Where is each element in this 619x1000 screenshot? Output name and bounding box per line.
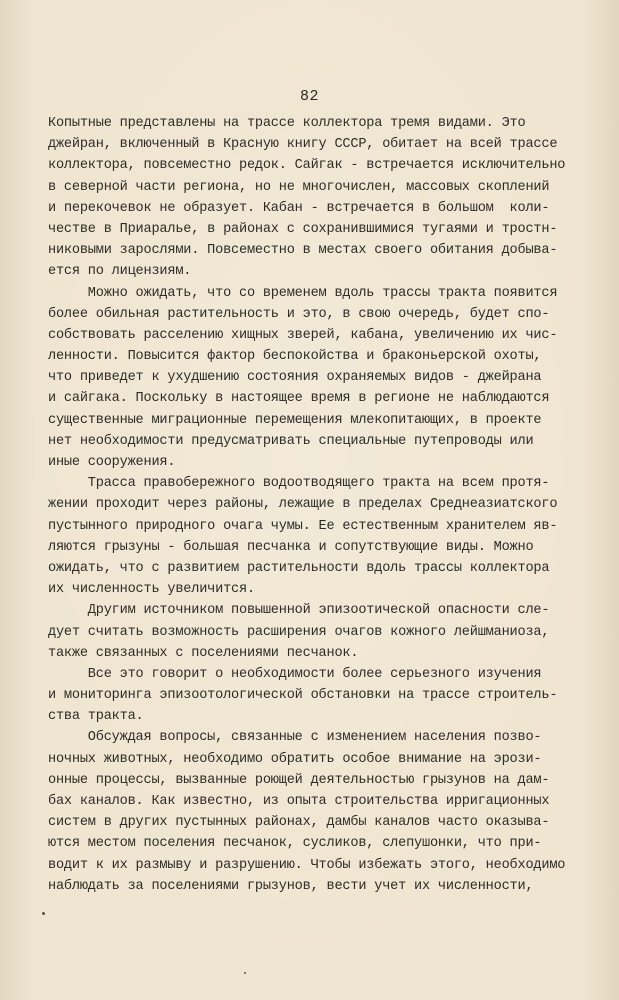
- text-line: ется по лицензиям.: [48, 264, 192, 280]
- text-line: онные процессы, вызванные роющей деятельностью грызунов на дам-: [48, 772, 550, 788]
- text-line: в северной части региона, но не многочислен, массовых скоплений: [48, 179, 550, 195]
- text-line: Обсуждая вопросы, связанные с изменением населения позво-: [48, 730, 542, 746]
- text-line: также связанных с поселениями песчанок.: [48, 645, 359, 661]
- text-line: более обильная растительность и это, в свою очередь, будет спо-: [48, 306, 550, 322]
- text-line: собствовать расселению хищных зверей, кабана, увеличению их чис-: [48, 327, 558, 343]
- text-line: ожидать, что с развитием растительности вдоль трассы коллектора: [48, 560, 550, 576]
- text-line: ются местом поселения песчанок, сусликов, слепушонки, что при-: [48, 836, 542, 852]
- text-line: джейран, включенный в Красную книгу СССР, обитает на всей трассе: [48, 137, 558, 153]
- text-line: наблюдать за поселениями грызунов, вести учет их численности,: [48, 878, 534, 894]
- paper-speck: [244, 972, 246, 974]
- text-line: бах каналов. Как известно, из опыта строительства ирригационных: [48, 794, 550, 809]
- text-line: и перекочевок не образует. Кабан - встречается в большом коли-: [48, 200, 550, 216]
- text-line: Трасса правобережного водоотводящего тракта на всем протя-: [48, 476, 550, 492]
- text-line: что приведет к ухудшению состояния охраняемых видов - джейрана: [48, 370, 542, 386]
- text-line: иные сооружения.: [48, 455, 176, 470]
- text-line: и мониторинга эпизоотологической обстановки на трассе строитель-: [48, 688, 558, 704]
- text-line: водит к их размыву и разрушению. Чтобы избежать этого, необходимо: [48, 857, 566, 873]
- text-line: их численность увеличится.: [48, 582, 255, 598]
- body-text: [48, 113, 608, 897]
- text-line: жении проходит через районы, лежащие в пределах Среднеазиатского: [48, 497, 558, 513]
- text-line: Другим источником повышенной эпизоотической опасности сле-: [48, 603, 550, 619]
- page-number: 82: [299, 88, 319, 105]
- text-line: честве в Приаралье, в районах с сохранившимися тугаями и тростн-: [48, 221, 558, 237]
- text-line: Копытные представлены на трассе коллектора тремя видами. Это: [48, 116, 526, 131]
- text-line: пустынного природного очага чумы. Ее естественным хранителем яв-: [48, 518, 558, 534]
- text-line: Можно ожидать, что со временем вдоль трассы тракта появится: [48, 285, 558, 301]
- text-line: существенные миграционные перемещения млекопитающих, в проекте: [48, 412, 542, 428]
- text-line: нет необходимости предусматривать специальные путепроводы или: [48, 433, 534, 449]
- text-line: систем в других пустынных районах, дамбы каналов часто оказыва-: [48, 815, 550, 831]
- text-line: и сайгака. Поскольку в настоящее время в регионе не наблюдаются: [48, 391, 550, 407]
- text-line: коллектора, повсеместно редок. Сайгак - встречается исключительно: [48, 158, 566, 174]
- text-line: ночных животных, необходимо обратить особое внимание на эрози-: [48, 751, 542, 767]
- paper-speck: [42, 912, 45, 915]
- text-line: ства тракта.: [48, 709, 144, 725]
- text-line: ленности. Повысится фактор беспокойства и браконьерской охоты,: [48, 349, 542, 365]
- text-line: никовыми зарослями. Повсеместно в местах своего обитания добыва-: [48, 243, 558, 259]
- text-line: ляются грызуны - большая песчанка и сопутствующие виды. Можно: [48, 539, 534, 555]
- text-line: дует считать возможность расширения очагов кожного лейшманиоза,: [48, 624, 550, 640]
- text-line: Все это говорит о необходимости более серьезного изучения: [48, 666, 542, 682]
